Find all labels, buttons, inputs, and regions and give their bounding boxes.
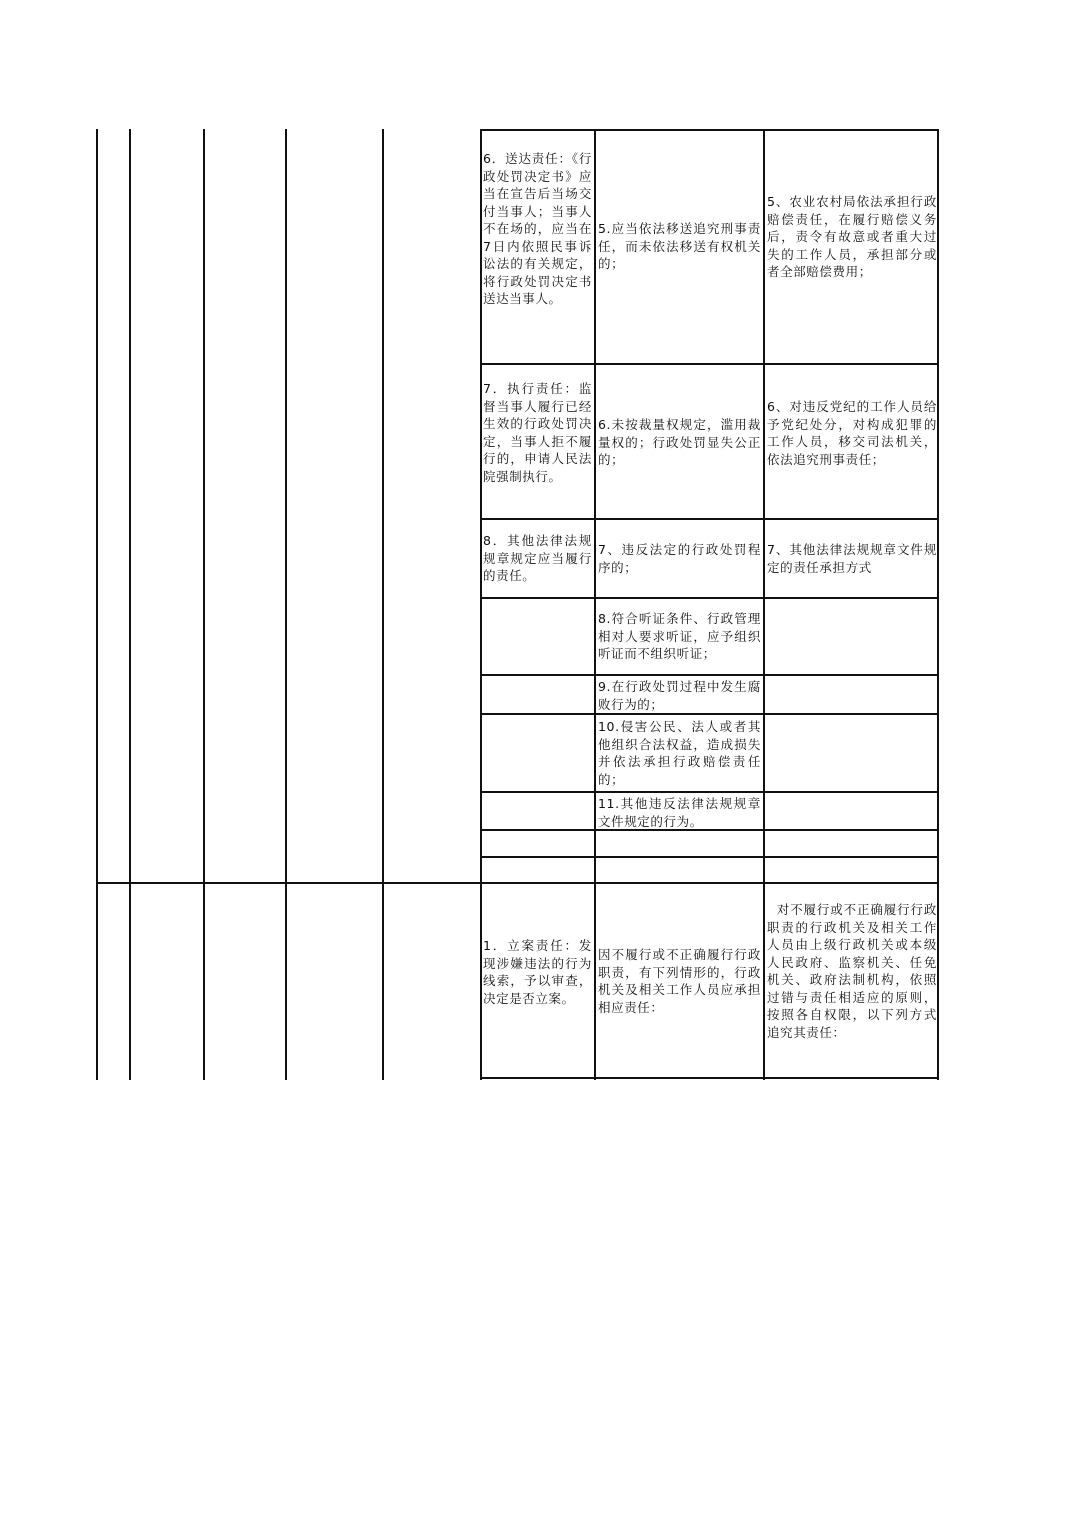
left-column-border-4 — [285, 129, 287, 1080]
situation-cell: 10.侵害公民、法人或者其他组织合法权益，造成损失并依法承担行政赔偿责任的； — [598, 719, 761, 787]
row-divider — [480, 713, 939, 715]
situation-cell: 11.其他违反法律法规规章文件规定的行为。 — [598, 796, 761, 829]
situation-cell: 7、违反法定的行政处罚程序的； — [598, 542, 761, 575]
situation-cell: 9.在行政处罚过程中发生腐败行为的； — [598, 679, 761, 712]
table-border-col3 — [763, 129, 765, 1080]
table-border-right — [937, 129, 939, 1080]
situation-cell: 因不履行或不正确履行行政职责，有下列情形的，行政机关及相关工作人员应承担相应责任： — [598, 947, 761, 1015]
section-divider — [96, 882, 939, 884]
left-column-border-1 — [96, 129, 98, 1080]
row-divider — [480, 597, 939, 599]
duty-cell: 6．送达责任：《行政处罚决定书》应当在宣告后当场交付当事人；当事人不在场的，应当在7日内依照民事诉讼法的有关规定，将行政处罚决定书送达当事人。 — [483, 151, 592, 306]
duty-cell: 8．其他法律法规规章规定应当履行的责任。 — [483, 533, 592, 583]
table-top-border — [480, 129, 939, 131]
table-border-col2 — [594, 129, 596, 1080]
table-border-left — [480, 129, 482, 1080]
row-divider — [480, 674, 939, 676]
situation-cell: 5.应当依法移送追究刑事责任，而未依法移送有权机关的； — [598, 221, 761, 271]
method-cell: 对不履行或不正确履行行政职责的行政机关及相关工作人员由上级行政机关或本级人民政府、监察机关、任免机关、政府法制机构，依照过错与责任相适应的原则，按照各自权限，以下列方式追究其责任： — [767, 902, 937, 1040]
left-column-border-2 — [129, 129, 131, 1080]
duty-cell: 1．立案责任：发现涉嫌违法的行为线索，予以审查，决定是否立案。 — [483, 938, 592, 1006]
method-cell: 5、农业农村局依法承担行政赔偿责任，在履行赔偿义务后，责令有故意或者重大过失的工作人员，承担部分或者全部赔偿费用； — [767, 194, 937, 279]
table-bottom-border — [480, 1077, 939, 1079]
left-column-border-3 — [203, 129, 205, 1080]
situation-cell: 6.未按裁量权规定，滥用裁量权的；行政处罚显失公正的； — [598, 417, 761, 467]
row-divider — [480, 791, 939, 793]
method-cell: 7、其他法律法规规章文件规定的责任承担方式 — [767, 542, 937, 575]
row-divider — [480, 856, 939, 858]
left-column-border-5 — [382, 129, 384, 1080]
duty-cell: 7．执行责任：监督当事人履行已经生效的行政处罚决定，当事人拒不履行的，申请人民法院强制执行。 — [483, 381, 592, 484]
method-cell: 6、对违反党纪的工作人员给予党纪处分，对构成犯罪的工作人员，移交司法机关，依法追究刑事责任； — [767, 399, 937, 467]
row-divider — [480, 518, 939, 520]
row-divider — [480, 363, 939, 365]
situation-cell: 8.符合听证条件、行政管理相对人要求听证，应予组织听证而不组织听证； — [598, 611, 761, 661]
